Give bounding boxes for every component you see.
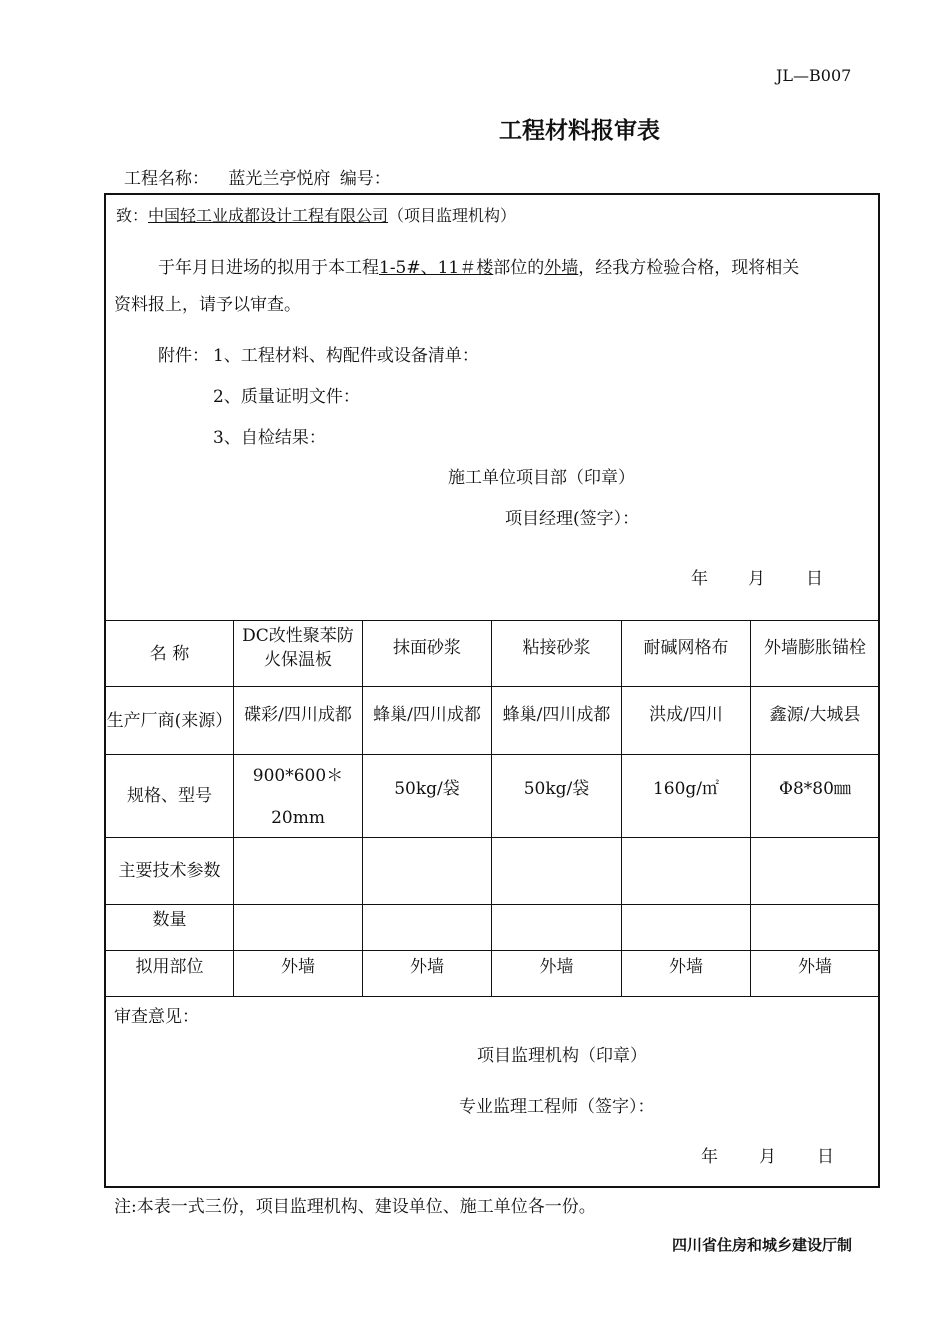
statement-part3: ，经我方检验合格，现将相关 [578,258,800,278]
review-date-day: 日 [817,1147,834,1167]
statement-buildings: 1-5#、11＃楼 [379,258,494,278]
material-spec: 50kg/袋 [523,779,590,799]
footnote: 注:本表一式三份，项目监理机构、建设单位、施工单位各一份。 [114,1197,596,1217]
statement-line-1 [158,253,799,278]
material-params [492,838,621,904]
statement-part2: 部位的 [493,258,545,278]
project-info [124,164,391,189]
material-params [363,838,491,904]
review-date-month: 月 [759,1147,776,1167]
supervisor-company: 中国轻工业成都设计工程有限公司 [148,206,389,225]
material-quantity [622,905,750,950]
page-title: 工程材料报审表 [499,118,660,144]
material-quantity [234,905,362,950]
material-source: 蜂巢/四川成都 [502,704,611,725]
material-use: 外墙 [281,956,315,977]
material-source: 鑫源/大城县 [769,704,861,725]
review-label: 审查意见： [114,1007,199,1027]
row-label-source: 生产厂商(来源） [106,710,233,731]
material-params [234,838,362,904]
material-quantity [492,905,621,950]
supervisor-stamp: 项目监理机构（印章） [477,1046,647,1066]
table-bottom-border [105,996,879,997]
material-source: 蜂巢/四川成都 [373,704,481,725]
addressee-prefix: 致： [116,206,149,225]
material-source: 洪成/四川 [649,704,723,725]
material-use: 外墙 [798,956,832,977]
row-label-spec: 规格、型号 [127,786,212,806]
contractor-stamp: 施工单位项目部（印章） [448,468,635,488]
material-spec: 900*600＊20mm [252,766,344,828]
addressee-line [116,203,516,226]
material-source: 碟彩/四川成都 [244,704,352,725]
row-label-name: 名 称 [149,643,190,664]
attachment-item-1: 1、工程材料、构配件或设备清单： [213,346,479,366]
attachment-item-2: 2、质量证明文件： [213,387,360,407]
material-quantity [751,905,879,950]
material-use: 外墙 [669,956,703,977]
material-spec: Φ8*80㎜ [779,779,851,799]
manager-signature: 项目经理(签字）： [505,509,640,529]
material-name: 抹面砂浆 [393,637,461,658]
material-spec: 50kg/袋 [394,779,460,799]
material-use: 外墙 [539,956,574,977]
material-name: 外墙膨胀锚栓 [764,637,866,658]
review-date-year: 年 [701,1147,718,1167]
material-name: 粘接砂浆 [522,637,591,658]
contractor-date-year: 年 [691,569,708,589]
row-label-params: 主要技术参数 [118,861,221,881]
material-use: 外墙 [410,956,444,977]
contractor-date-month: 月 [748,569,765,589]
material-name: 耐碱网格布 [643,637,729,658]
engineer-signature: 专业监理工程师（签字）： [459,1097,655,1117]
row-label-use: 拟用部位 [135,956,204,977]
document-code: JL—B007 [776,66,852,85]
material-quantity [363,905,491,950]
project-name-value: 蓝光兰亭悦府 [228,169,331,189]
material-params [751,838,879,904]
material-spec: 160g/㎡ [652,779,720,799]
attachments-heading: 附件： [158,346,209,366]
project-number-label: 编号： [339,169,391,189]
addressee-suffix: （项目监理机构） [388,206,517,225]
issuer: 四川省住房和城乡建设厅制 [672,1236,853,1254]
statement-line-2: 资料报上，请予以审查。 [114,295,301,315]
attachment-item-3: 3、自检结果： [213,428,326,448]
material-name: DC改性聚苯防火保温板 [242,625,354,670]
project-name-label: 工程名称： [124,169,209,189]
statement-location: 外墙 [544,258,579,278]
contractor-date-day: 日 [806,569,823,589]
statement-part1: 于年月日进场的拟用于本工程 [158,258,379,278]
material-params [622,838,750,904]
row-label-quantity: 数量 [152,910,187,930]
